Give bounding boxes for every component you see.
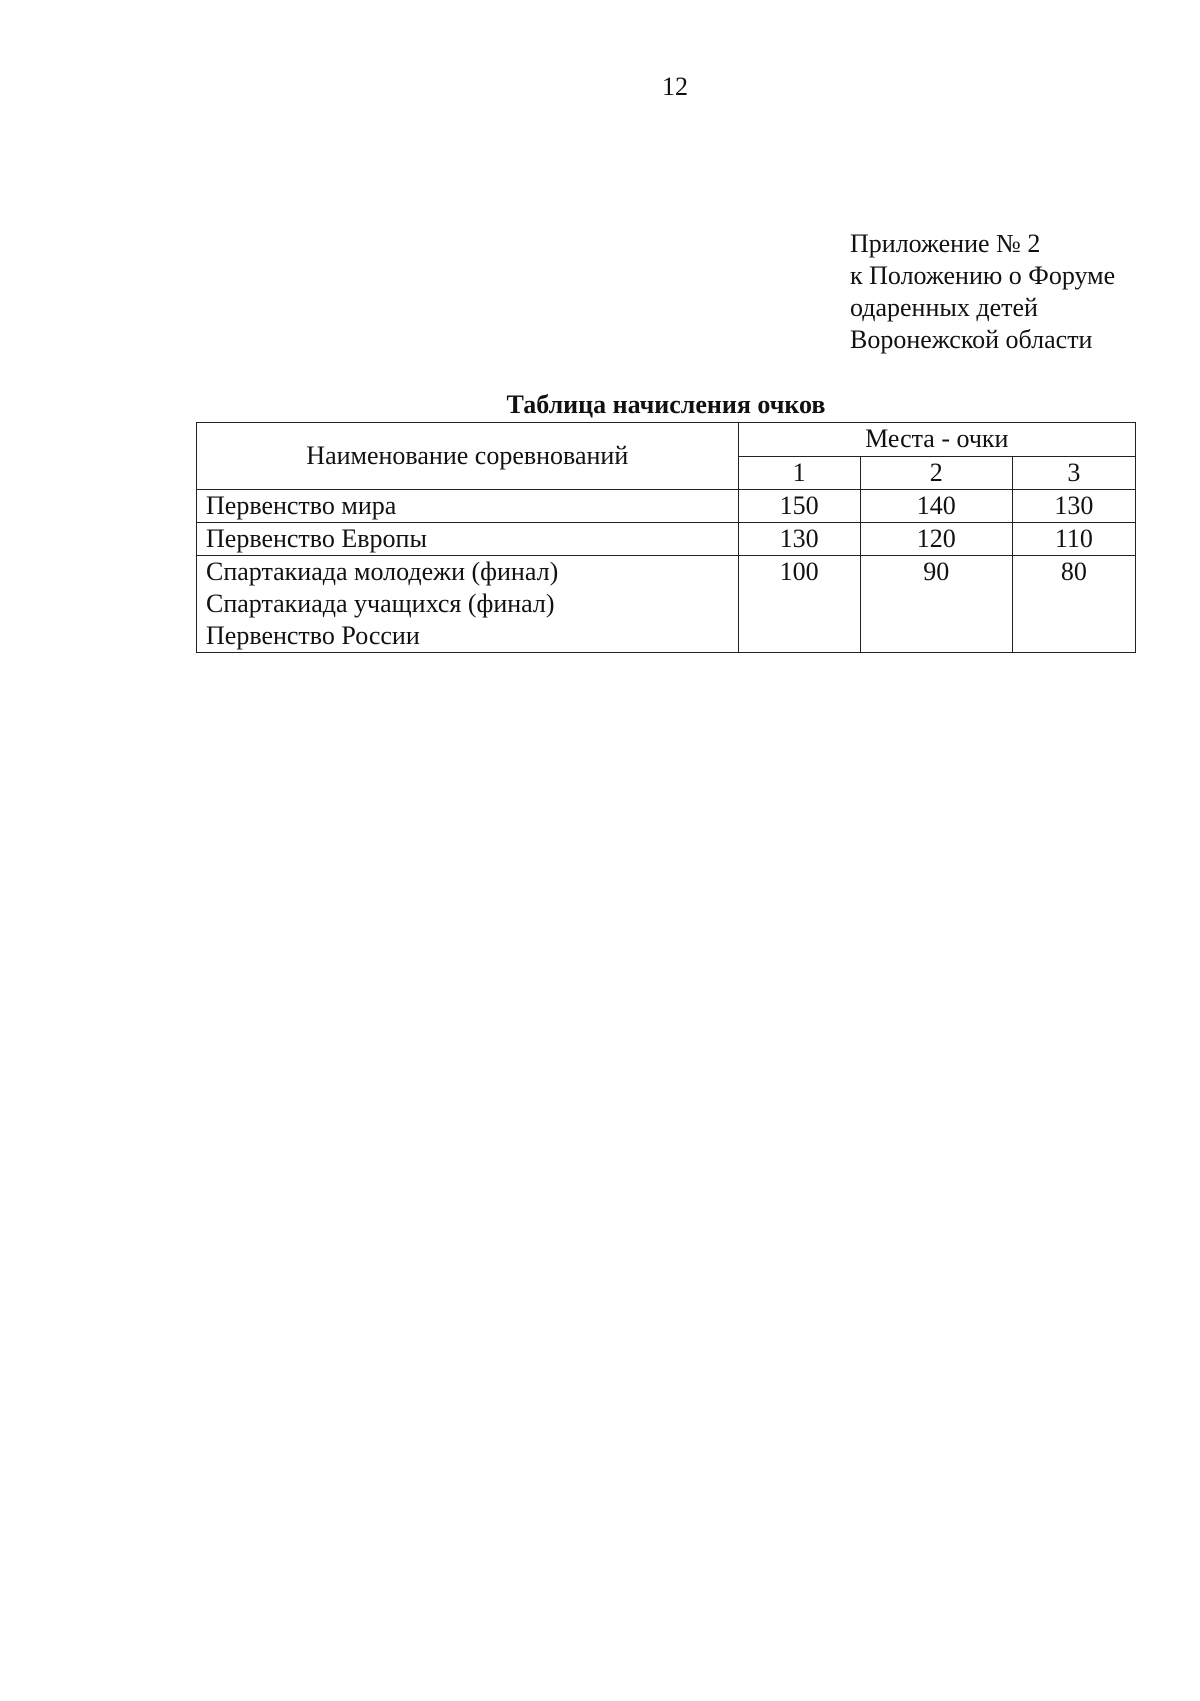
competition-name-cell (197, 490, 739, 523)
points-place-1: 130 (738, 523, 860, 556)
header-places-points: Места - очки (738, 423, 1135, 457)
table-header-row (197, 423, 1136, 457)
header-place-2: 2 (860, 456, 1012, 490)
table-row (197, 490, 1136, 523)
appendix-line: одаренных детей (850, 293, 1038, 322)
table-row (197, 556, 1136, 653)
competition-name: Первенство Европы (206, 524, 427, 553)
appendix-line: к Положению о Форуме (850, 261, 1116, 290)
appendix-line: Приложение № 2 (850, 229, 1041, 258)
table-title: Таблица начисления очков (506, 390, 826, 419)
points-table (196, 422, 1136, 653)
competition-name-cell (197, 556, 739, 653)
points-place-2: 90 (860, 556, 1012, 653)
appendix-note (850, 228, 1115, 356)
table-row (197, 523, 1136, 556)
competition-name: Первенство мира (206, 491, 397, 520)
competition-name: Первенство России (206, 621, 420, 650)
header-place-1: 1 (738, 456, 860, 490)
points-place-3: 130 (1012, 490, 1135, 523)
points-place-2: 120 (860, 523, 1012, 556)
points-place-3: 110 (1012, 523, 1135, 556)
points-place-2: 140 (860, 490, 1012, 523)
points-place-1: 150 (738, 490, 860, 523)
competition-name: Спартакиада учащихся (финал) (206, 589, 555, 618)
competition-name: Спартакиада молодежи (финал) (206, 557, 559, 586)
page-number: 12 (662, 72, 688, 101)
competition-name-cell (197, 523, 739, 556)
appendix-line: Воронежской области (850, 325, 1093, 354)
points-place-1: 100 (738, 556, 860, 653)
header-competition-name: Наименование соревнований (197, 423, 739, 490)
header-place-3: 3 (1012, 456, 1135, 490)
points-place-3: 80 (1012, 556, 1135, 653)
